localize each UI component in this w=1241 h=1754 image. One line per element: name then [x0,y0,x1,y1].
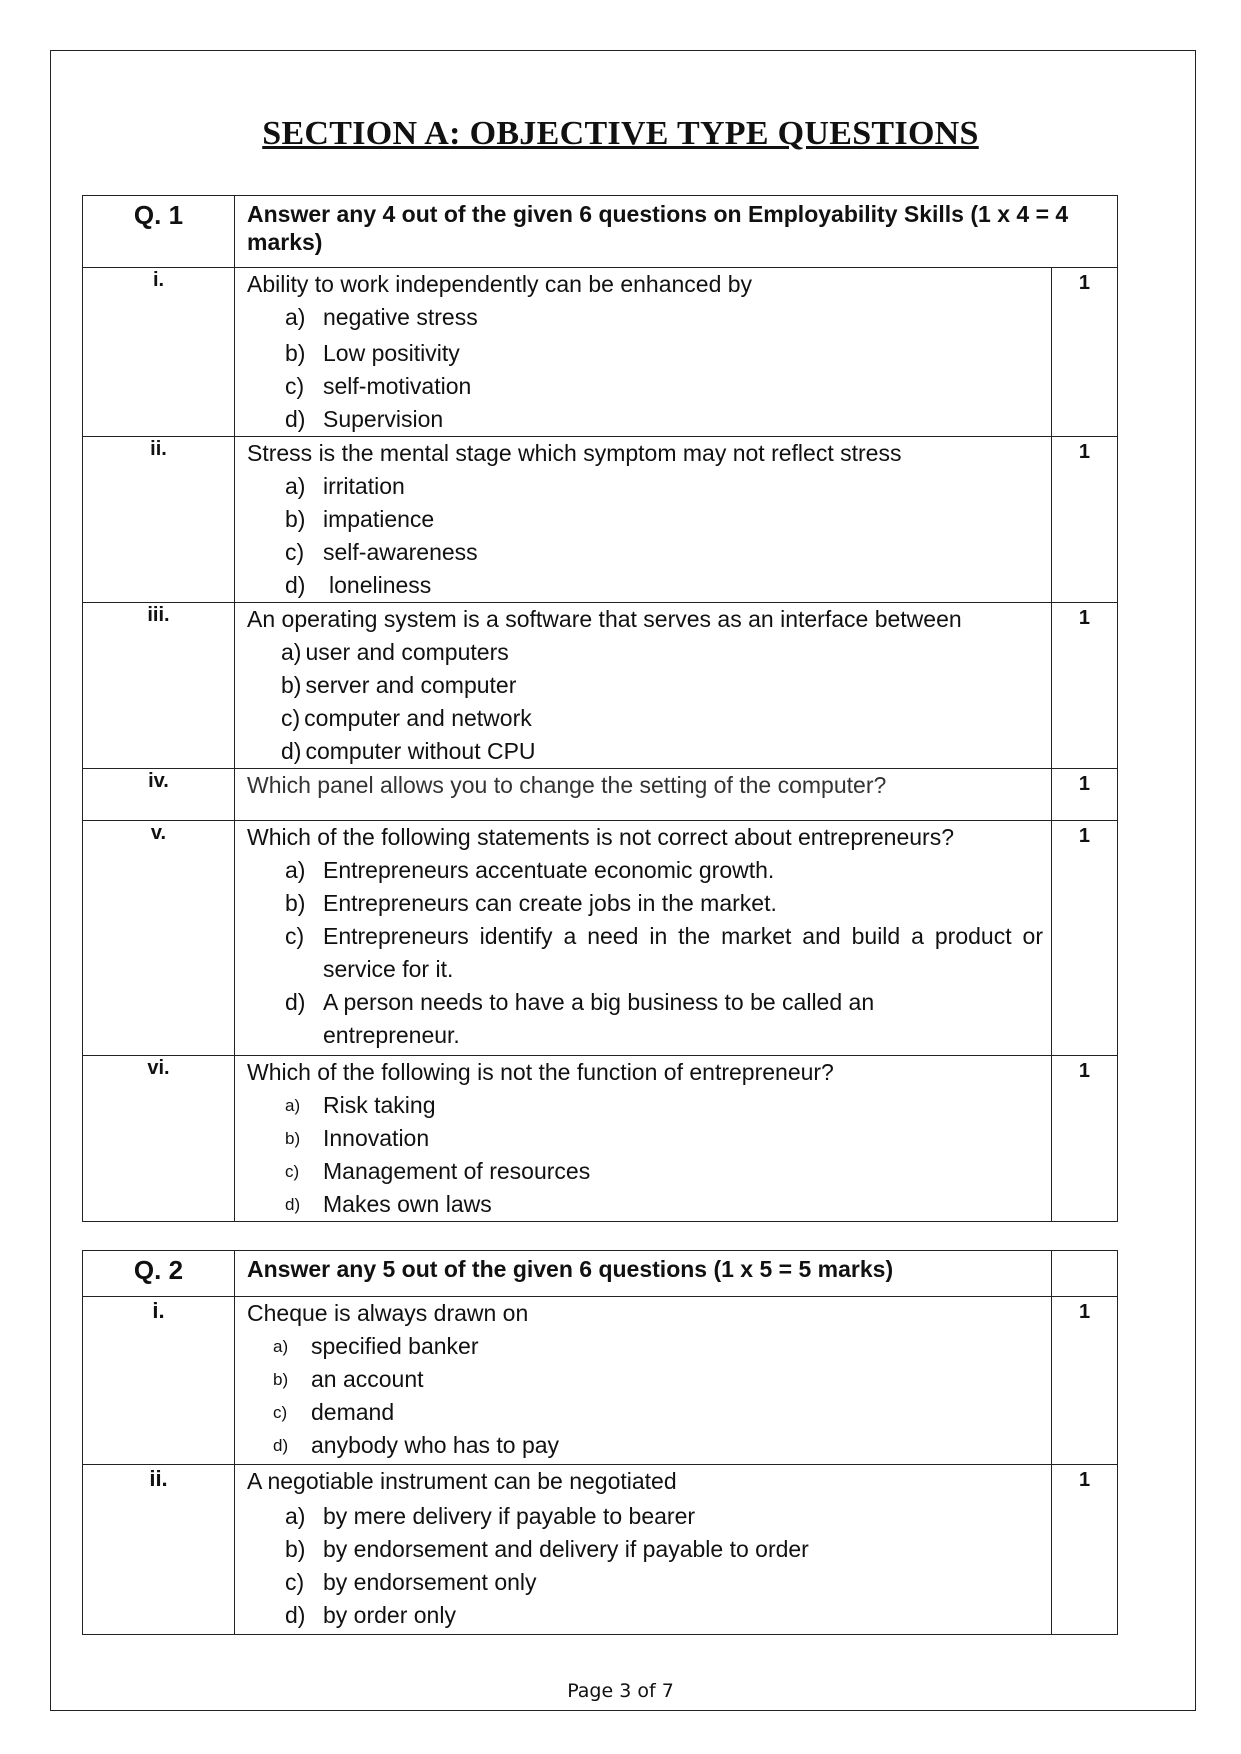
question-body [235,769,1052,821]
item-number: i. [83,1297,235,1465]
option [285,470,1043,503]
item-number: i. [83,268,235,437]
option-label: d) [285,406,306,432]
marks: 1 [1051,603,1117,769]
marks: 1 [1051,1056,1117,1222]
option-text: computer and network [304,705,532,731]
question-body [235,1056,1052,1222]
option [281,669,1043,702]
option-label: b) [273,1370,289,1389]
option [285,1566,1043,1599]
marks: 1 [1051,769,1117,821]
option-text: irritation [323,473,405,499]
option [273,1363,1043,1396]
option-text: impatience [323,506,435,532]
question-instruction: Answer any 4 out of the given 6 questions on Employability Skills (1 x 4 = 4 marks) [235,196,1118,268]
option-text: demand [311,1399,395,1425]
option [285,1155,1043,1188]
option-text: an account [311,1366,424,1392]
option-text: A person needs to have a big business to be called an entrepreneur. [323,989,875,1048]
question-body [235,437,1052,603]
option-list [247,636,1043,768]
option [273,1330,1043,1363]
option-text: Risk taking [323,1092,436,1118]
option [285,301,1043,334]
option-text: Innovation [323,1125,430,1151]
option-label: c) [273,1403,288,1422]
option-label: c) [285,1569,305,1595]
option-text: computer without CPU [305,738,536,764]
question-stem: A negotiable instrument can be negotiated [247,1468,677,1494]
option-text: negative stress [323,304,478,330]
marks: 1 [1051,268,1117,437]
option-text: Supervision [323,406,444,432]
option-label: b) [285,890,306,916]
question-row [83,1465,1118,1635]
option-text: Management of resources [323,1158,591,1184]
question-body [235,1465,1052,1635]
question-row [83,821,1118,1056]
marks: 1 [1051,437,1117,603]
question-stem: Cheque is always drawn on [247,1300,529,1326]
option-text: self-motivation [323,373,472,399]
option-label: b) [285,1536,306,1562]
option-text: by order only [323,1602,456,1628]
option-list [247,301,1043,436]
option-label: b) [285,340,306,366]
option-label: a) [273,1337,289,1356]
option-label: a) [285,1096,301,1115]
marks: 1 [1052,1297,1118,1465]
question-row [83,1056,1118,1222]
option-list [247,1089,1043,1221]
option [285,1533,1043,1566]
option-list [247,1330,1043,1462]
option-label: c) [285,373,305,399]
option-list [247,470,1043,602]
option-text: specified banker [311,1333,479,1359]
question-body [235,603,1052,769]
option [281,702,1043,735]
option [285,1122,1043,1155]
question-row [83,268,1118,437]
question-stem: An operating system is a software that serves as an interface between [247,606,962,632]
option [285,887,1043,920]
option [273,1429,1043,1462]
option [285,1188,1043,1221]
item-number: iii. [83,603,235,769]
option-text: Entrepreneurs can create jobs in the market. [323,890,777,916]
marks: 1 [1051,821,1117,1056]
option-text: Entrepreneurs identify a need in the market and build a product or service for it. [323,923,1043,982]
option-label: c) [285,1162,300,1181]
option-label: b) [285,506,306,532]
option-list [247,854,1043,1052]
question-row [83,603,1118,769]
option-text: anybody who has to pay [311,1432,560,1458]
option [285,1599,1043,1632]
option-text: self-awareness [323,539,478,565]
option [281,636,1043,669]
item-number: vi. [83,1056,235,1222]
question-row [83,769,1118,821]
option-text: by endorsement only [323,1569,537,1595]
question-2-table [82,1250,1118,1635]
option [285,370,1043,403]
question-1-table [82,195,1118,1222]
item-number: iv. [83,769,235,821]
option [285,920,1043,986]
question-body [235,268,1052,437]
option-label: d) [285,572,306,598]
question-body [235,821,1052,1056]
option-label: a) [281,639,302,665]
option-label: c) [285,923,305,949]
option-label: b) [285,1129,301,1148]
option-label: d) [281,738,302,764]
question-stem: Which of the following is not the function of entrepreneur? [247,1059,834,1085]
question-instruction: Answer any 5 out of the given 6 questions (1 x 5 = 5 marks) [235,1251,1052,1297]
option-text: Low positivity [323,340,460,366]
item-number: v. [83,821,235,1056]
question-stem: Ability to work independently can be enhanced by [247,271,753,297]
option-label: a) [285,304,306,330]
option [285,337,1043,370]
page-footer: Page 3 of 7 [567,1680,674,1702]
option-label: d) [285,1195,301,1214]
item-number: ii. [83,437,235,603]
option [285,403,1043,436]
option-text: user and computers [305,639,509,665]
option-label: d) [285,1602,306,1628]
option [281,735,1043,768]
question-stem: Which of the following statements is not correct about entrepreneurs? [247,824,954,850]
question-number: Q. 2 [83,1251,235,1297]
option [285,503,1043,536]
option-label: c) [285,539,305,565]
option-text: by mere delivery if payable to bearer [323,1503,696,1529]
option-label: d) [273,1436,289,1455]
option-label: a) [285,857,306,883]
marks: 1 [1052,1465,1118,1635]
section-title: SECTION A: OBJECTIVE TYPE QUESTIONS [262,115,979,152]
option-label: d) [285,989,306,1015]
option-text: loneliness [329,572,432,598]
option-label: a) [285,473,306,499]
option-label: c) [281,705,301,731]
option [285,569,1043,602]
question-number: Q. 1 [83,196,235,268]
option-list [247,1500,1043,1632]
option-text: server and computer [305,672,517,698]
question-row [83,437,1118,603]
option-label: a) [285,1503,306,1529]
option-text: Makes own laws [323,1191,492,1217]
option [273,1396,1043,1429]
item-number: ii. [83,1465,235,1635]
question-header-row [83,1251,1118,1297]
marks-blank [1052,1251,1118,1297]
option-text: Entrepreneurs accentuate economic growth. [323,857,775,883]
question-row [83,1297,1118,1465]
option [285,1500,1043,1533]
question-stem: Which panel allows you to change the setting of the computer? [247,772,887,798]
question-body [235,1297,1052,1465]
option-text: by endorsement and delivery if payable to order [323,1536,809,1562]
option [285,536,1043,569]
question-header-row [83,196,1118,268]
option-label: b) [281,672,302,698]
option [285,1089,1043,1122]
option [285,854,1043,887]
question-stem: Stress is the mental stage which symptom may not reflect stress [247,440,902,466]
option [285,986,1043,1052]
